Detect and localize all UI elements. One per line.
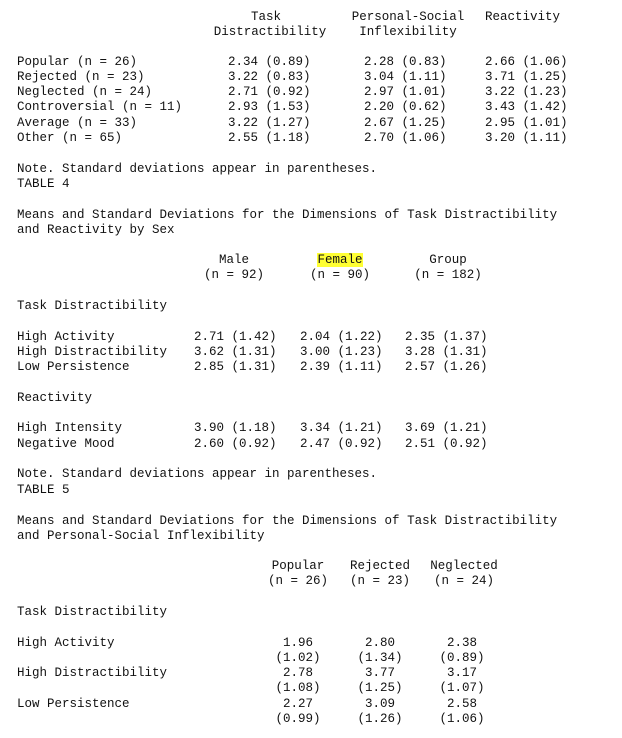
- t4-cell-group: 3.28 (1.31): [405, 345, 488, 359]
- t4-cell-female: 2.04 (1.22): [300, 330, 383, 344]
- t4-col-male: Male: [218, 253, 249, 267]
- t4-cell-male: 2.71 (1.42): [194, 330, 277, 344]
- t4-row-label: High Distractibility: [17, 345, 168, 359]
- t3-cell-psi: 3.04 (1.11): [364, 70, 447, 84]
- t5-cell-popular-sd: (1.02): [275, 651, 321, 665]
- t4-col-group: Group: [429, 253, 467, 267]
- t5-cell-neglected-sd: (0.89): [439, 651, 485, 665]
- t3-cell-task: 3.22 (1.27): [228, 116, 311, 130]
- t4-section-heading: Task Distractibility: [17, 299, 168, 313]
- t3-cell-reactivity: 2.66 (1.06): [485, 55, 568, 69]
- t3-header-reactivity: Reactivity: [485, 10, 561, 24]
- t4-cell-group: 2.51 (0.92): [405, 437, 488, 451]
- t3-cell-task: 2.71 (0.92): [228, 85, 311, 99]
- t4-row-label: Negative Mood: [17, 437, 115, 451]
- t5-cell-rejected-mean: 2.80: [364, 636, 395, 650]
- t5-title-line-1: Means and Standard Deviations for the Dimensions of Task Distractibility: [17, 514, 558, 528]
- t3-cell-psi: 2.70 (1.06): [364, 131, 447, 145]
- t5-cell-neglected-mean: 2.58: [446, 697, 477, 711]
- t5-cell-rejected-sd: (1.25): [357, 681, 403, 695]
- t4-col-female: [300, 253, 380, 268]
- t5-col-neglected: Neglected: [430, 559, 498, 573]
- t3-cell-task: 2.34 (0.89): [228, 55, 311, 69]
- t3-header-psi-2: Inflexibility: [359, 25, 457, 39]
- t5-cell-rejected-mean: 3.77: [364, 666, 395, 680]
- t5-cell-neglected-mean: 3.17: [446, 666, 477, 680]
- t5-cell-rejected-sd: (1.26): [357, 712, 403, 726]
- t5-row-label: Low Persistence: [17, 697, 130, 711]
- t4-cell-female: 3.34 (1.21): [300, 421, 383, 435]
- t5-col-popular: Popular: [271, 559, 325, 573]
- t5-col-neglected-n: (n = 24): [433, 574, 494, 588]
- t4-col-female-n: (n = 90): [309, 268, 370, 282]
- t4-note: Note. Standard deviations appear in parentheses.: [17, 467, 378, 481]
- t3-cell-reactivity: 3.22 (1.23): [485, 85, 568, 99]
- t5-cell-popular-mean: 2.27: [282, 697, 313, 711]
- t4-cell-male: 2.60 (0.92): [194, 437, 277, 451]
- t4-row-label: High Intensity: [17, 421, 123, 435]
- t3-cell-psi: 2.28 (0.83): [364, 55, 447, 69]
- t5-cell-popular-sd: (1.08): [275, 681, 321, 695]
- t3-header-task-1: Task: [250, 10, 281, 24]
- t4-col-group-n: (n = 182): [414, 268, 482, 282]
- t5-col-rejected: Rejected: [349, 559, 410, 573]
- t5-cell-popular-mean: 2.78: [282, 666, 313, 680]
- t3-note: Note. Standard deviations appear in parentheses.: [17, 162, 378, 176]
- t5-cell-popular-sd: (0.99): [275, 712, 321, 726]
- t5-row-label: High Activity: [17, 636, 115, 650]
- t3-row-label: Neglected (n = 24): [17, 85, 153, 99]
- t4-cell-female: 2.39 (1.11): [300, 360, 383, 374]
- female-highlight: Female: [317, 253, 363, 267]
- t4-cell-group: 3.69 (1.21): [405, 421, 488, 435]
- t4-cell-female: 3.00 (1.23): [300, 345, 383, 359]
- t4-cell-group: 2.57 (1.26): [405, 360, 488, 374]
- t3-cell-task: 2.55 (1.18): [228, 131, 311, 145]
- t3-row-label: Controversial (n = 11): [17, 100, 183, 114]
- t5-title-line-2: and Personal-Social Inflexibility: [17, 529, 265, 543]
- t3-cell-psi: 2.67 (1.25): [364, 116, 447, 130]
- t4-label: TABLE 4: [17, 177, 70, 191]
- t5-col-rejected-n: (n = 23): [349, 574, 410, 588]
- t3-cell-psi: 2.97 (1.01): [364, 85, 447, 99]
- t5-label: TABLE 5: [17, 483, 70, 497]
- t3-cell-reactivity: 3.20 (1.11): [485, 131, 568, 145]
- t5-row-label: High Distractibility: [17, 666, 168, 680]
- t4-cell-group: 2.35 (1.37): [405, 330, 488, 344]
- t4-cell-male: 3.62 (1.31): [194, 345, 277, 359]
- t5-cell-neglected-sd: (1.06): [439, 712, 485, 726]
- t4-section-heading: Reactivity: [17, 391, 93, 405]
- t4-col-male-n: (n = 92): [203, 268, 264, 282]
- t3-row-label: Average (n = 33): [17, 116, 138, 130]
- t5-cell-popular-mean: 1.96: [282, 636, 313, 650]
- t4-title-line-2: and Reactivity by Sex: [17, 223, 175, 237]
- t4-row-label: Low Persistence: [17, 360, 130, 374]
- t4-cell-female: 2.47 (0.92): [300, 437, 383, 451]
- t5-cell-rejected-mean: 3.09: [364, 697, 395, 711]
- t3-header-psi-1: Personal-Social: [351, 10, 465, 24]
- t3-row-label: Popular (n = 26): [17, 55, 138, 69]
- t3-row-label: Other (n = 65): [17, 131, 123, 145]
- t5-cell-neglected-mean: 2.38: [446, 636, 477, 650]
- t4-cell-male: 3.90 (1.18): [194, 421, 277, 435]
- t3-cell-task: 2.93 (1.53): [228, 100, 311, 114]
- t3-cell-task: 3.22 (0.83): [228, 70, 311, 84]
- t4-cell-male: 2.85 (1.31): [194, 360, 277, 374]
- t5-col-popular-n: (n = 26): [267, 574, 328, 588]
- t3-cell-reactivity: 3.71 (1.25): [485, 70, 568, 84]
- t4-row-label: High Activity: [17, 330, 115, 344]
- t3-header-task-2: Distractibility: [213, 25, 327, 39]
- t4-title-line-1: Means and Standard Deviations for the Dimensions of Task Distractibility: [17, 208, 558, 222]
- t5-section-heading: Task Distractibility: [17, 605, 168, 619]
- t5-cell-neglected-sd: (1.07): [439, 681, 485, 695]
- t3-row-label: Rejected (n = 23): [17, 70, 145, 84]
- t5-cell-rejected-sd: (1.34): [357, 651, 403, 665]
- t3-cell-reactivity: 3.43 (1.42): [485, 100, 568, 114]
- t3-cell-reactivity: 2.95 (1.01): [485, 116, 568, 130]
- t3-cell-psi: 2.20 (0.62): [364, 100, 447, 114]
